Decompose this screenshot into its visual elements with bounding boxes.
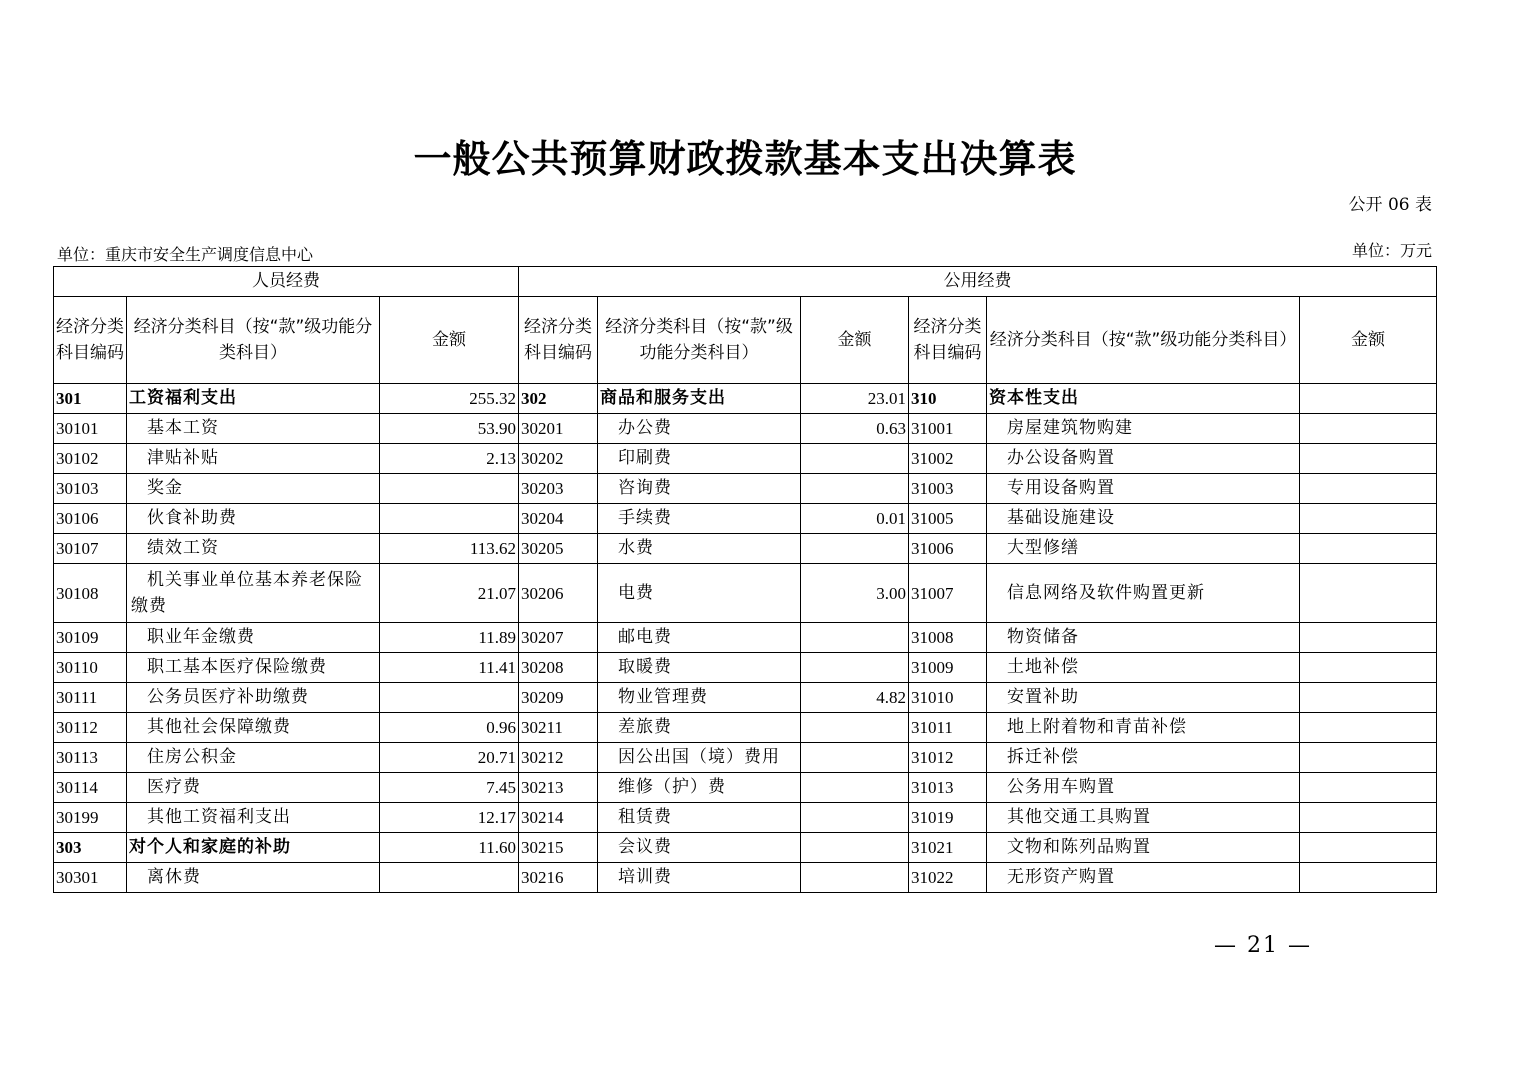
amount: 12.17 bbox=[380, 803, 519, 833]
account-name: 会议费 bbox=[598, 833, 801, 863]
account-code: 30199 bbox=[54, 803, 127, 833]
expenditure-table bbox=[53, 266, 1437, 893]
account-code: 30301 bbox=[54, 863, 127, 893]
amount: 113.62 bbox=[380, 534, 519, 564]
currency-unit: 单位：万元 bbox=[1351, 241, 1432, 260]
account-code: 30108 bbox=[54, 564, 127, 623]
account-name: 信息网络及软件购置更新 bbox=[987, 564, 1300, 623]
account-code: 30110 bbox=[54, 653, 127, 683]
account-name: 咨询费 bbox=[598, 474, 801, 504]
account-code: 31003 bbox=[909, 474, 987, 504]
account-code: 30107 bbox=[54, 534, 127, 564]
amount bbox=[1300, 504, 1437, 534]
table-row bbox=[54, 444, 1437, 474]
table-row bbox=[54, 414, 1437, 444]
account-name: 因公出国（境）费用 bbox=[598, 743, 801, 773]
amount: 20.71 bbox=[380, 743, 519, 773]
account-name: 无形资产购置 bbox=[987, 863, 1300, 893]
account-name: 基础设施建设 bbox=[987, 504, 1300, 534]
account-code: 31022 bbox=[909, 863, 987, 893]
amount bbox=[1300, 773, 1437, 803]
account-code: 30109 bbox=[54, 623, 127, 653]
account-name: 电费 bbox=[598, 564, 801, 623]
account-name: 职工基本医疗保险缴费 bbox=[127, 653, 380, 683]
account-code: 31021 bbox=[909, 833, 987, 863]
account-code: 30106 bbox=[54, 504, 127, 534]
header-name: 经济分类科目（按“款”级功能分类科目） bbox=[598, 297, 801, 384]
account-name: 伙食补助费 bbox=[127, 504, 380, 534]
amount: 2.13 bbox=[380, 444, 519, 474]
account-name: 奖金 bbox=[127, 474, 380, 504]
account-name: 其他交通工具购置 bbox=[987, 803, 1300, 833]
account-code: 30213 bbox=[519, 773, 598, 803]
account-code: 31001 bbox=[909, 414, 987, 444]
amount bbox=[1300, 713, 1437, 743]
amount bbox=[1300, 474, 1437, 504]
account-name: 差旅费 bbox=[598, 713, 801, 743]
account-code: 30208 bbox=[519, 653, 598, 683]
account-name: 专用设备购置 bbox=[987, 474, 1300, 504]
amount bbox=[801, 474, 909, 504]
account-name: 拆迁补偿 bbox=[987, 743, 1300, 773]
table-row bbox=[54, 653, 1437, 683]
account-code: 30205 bbox=[519, 534, 598, 564]
account-code: 30215 bbox=[519, 833, 598, 863]
account-name: 资本性支出 bbox=[987, 384, 1300, 414]
table-row bbox=[54, 384, 1437, 414]
group-public: 公用经费 bbox=[519, 267, 1437, 297]
account-name: 手续费 bbox=[598, 504, 801, 534]
header-code: 经济分类科目编码 bbox=[909, 297, 987, 384]
account-code: 31005 bbox=[909, 504, 987, 534]
amount: 255.32 bbox=[380, 384, 519, 414]
table-row bbox=[54, 683, 1437, 713]
table-row bbox=[54, 564, 1437, 623]
account-name: 印刷费 bbox=[598, 444, 801, 474]
header-name: 经济分类科目（按“款”级功能分类科目） bbox=[987, 297, 1300, 384]
amount bbox=[1300, 743, 1437, 773]
account-code: 30216 bbox=[519, 863, 598, 893]
amount bbox=[380, 474, 519, 504]
account-name: 津贴补贴 bbox=[127, 444, 380, 474]
account-code: 31008 bbox=[909, 623, 987, 653]
amount: 7.45 bbox=[380, 773, 519, 803]
group-header-row bbox=[54, 267, 1437, 297]
header-amount: 金额 bbox=[1300, 297, 1437, 384]
account-code: 302 bbox=[519, 384, 598, 414]
reporting-unit: 单位：重庆市安全生产调度信息中心 bbox=[57, 245, 314, 264]
account-name: 基本工资 bbox=[127, 414, 380, 444]
table-row bbox=[54, 623, 1437, 653]
account-name: 办公费 bbox=[598, 414, 801, 444]
account-code: 31009 bbox=[909, 653, 987, 683]
account-name: 培训费 bbox=[598, 863, 801, 893]
header-name: 经济分类科目（按“款”级功能分类科目） bbox=[127, 297, 380, 384]
account-code: 30203 bbox=[519, 474, 598, 504]
amount: 23.01 bbox=[801, 384, 909, 414]
header-code: 经济分类科目编码 bbox=[54, 297, 127, 384]
account-name: 物业管理费 bbox=[598, 683, 801, 713]
account-name: 安置补助 bbox=[987, 683, 1300, 713]
account-code: 31010 bbox=[909, 683, 987, 713]
account-code: 31011 bbox=[909, 713, 987, 743]
account-name: 职业年金缴费 bbox=[127, 623, 380, 653]
amount bbox=[801, 743, 909, 773]
account-code: 30214 bbox=[519, 803, 598, 833]
account-code: 31019 bbox=[909, 803, 987, 833]
account-code: 31012 bbox=[909, 743, 987, 773]
header-amount: 金额 bbox=[801, 297, 909, 384]
amount bbox=[801, 773, 909, 803]
account-code: 30102 bbox=[54, 444, 127, 474]
account-code: 30204 bbox=[519, 504, 598, 534]
account-code: 30212 bbox=[519, 743, 598, 773]
account-code: 31013 bbox=[909, 773, 987, 803]
amount bbox=[380, 504, 519, 534]
account-code: 30209 bbox=[519, 683, 598, 713]
amount bbox=[1300, 803, 1437, 833]
amount bbox=[380, 863, 519, 893]
account-code: 30112 bbox=[54, 713, 127, 743]
amount bbox=[801, 713, 909, 743]
account-code: 30101 bbox=[54, 414, 127, 444]
account-name: 水费 bbox=[598, 534, 801, 564]
account-code: 31007 bbox=[909, 564, 987, 623]
amount bbox=[1300, 564, 1437, 623]
amount: 11.60 bbox=[380, 833, 519, 863]
account-code: 30201 bbox=[519, 414, 598, 444]
account-name: 工资福利支出 bbox=[127, 384, 380, 414]
account-name: 对个人和家庭的补助 bbox=[127, 833, 380, 863]
account-name: 物资储备 bbox=[987, 623, 1300, 653]
amount bbox=[801, 833, 909, 863]
account-name: 房屋建筑物购建 bbox=[987, 414, 1300, 444]
account-name: 其他社会保障缴费 bbox=[127, 713, 380, 743]
amount bbox=[1300, 863, 1437, 893]
amount: 21.07 bbox=[380, 564, 519, 623]
amount bbox=[801, 863, 909, 893]
page-number: — 21 — bbox=[1214, 933, 1312, 958]
amount bbox=[801, 653, 909, 683]
account-name: 其他工资福利支出 bbox=[127, 803, 380, 833]
account-code: 30113 bbox=[54, 743, 127, 773]
table-row bbox=[54, 534, 1437, 564]
amount: 3.00 bbox=[801, 564, 909, 623]
account-name: 医疗费 bbox=[127, 773, 380, 803]
table-row bbox=[54, 713, 1437, 743]
account-name: 离休费 bbox=[127, 863, 380, 893]
table-row bbox=[54, 504, 1437, 534]
amount: 4.82 bbox=[801, 683, 909, 713]
account-name: 租赁费 bbox=[598, 803, 801, 833]
amount bbox=[1300, 623, 1437, 653]
amount: 0.96 bbox=[380, 713, 519, 743]
account-code: 310 bbox=[909, 384, 987, 414]
table-row bbox=[54, 803, 1437, 833]
header-code: 经济分类科目编码 bbox=[519, 297, 598, 384]
account-name: 维修（护）费 bbox=[598, 773, 801, 803]
account-name: 文物和陈列品购置 bbox=[987, 833, 1300, 863]
account-name: 商品和服务支出 bbox=[598, 384, 801, 414]
amount bbox=[1300, 444, 1437, 474]
table-row bbox=[54, 833, 1437, 863]
account-name: 地上附着物和青苗补偿 bbox=[987, 713, 1300, 743]
account-name: 土地补偿 bbox=[987, 653, 1300, 683]
account-name: 公务用车购置 bbox=[987, 773, 1300, 803]
group-personnel: 人员经费 bbox=[54, 267, 519, 297]
amount bbox=[1300, 414, 1437, 444]
table-row bbox=[54, 743, 1437, 773]
amount bbox=[801, 803, 909, 833]
account-code: 30114 bbox=[54, 773, 127, 803]
amount bbox=[801, 444, 909, 474]
account-name: 取暖费 bbox=[598, 653, 801, 683]
account-code: 30111 bbox=[54, 683, 127, 713]
amount: 11.41 bbox=[380, 653, 519, 683]
amount: 11.89 bbox=[380, 623, 519, 653]
account-name: 办公设备购置 bbox=[987, 444, 1300, 474]
amount bbox=[1300, 653, 1437, 683]
account-code: 31002 bbox=[909, 444, 987, 474]
amount bbox=[1300, 683, 1437, 713]
account-code: 30206 bbox=[519, 564, 598, 623]
form-number: 公开 06 表 bbox=[1348, 195, 1432, 215]
table-row bbox=[54, 773, 1437, 803]
account-name: 大型修缮 bbox=[987, 534, 1300, 564]
header-amount: 金额 bbox=[380, 297, 519, 384]
account-code: 30202 bbox=[519, 444, 598, 474]
account-code: 30211 bbox=[519, 713, 598, 743]
table-row bbox=[54, 474, 1437, 504]
amount bbox=[801, 534, 909, 564]
document-title: 一般公共预算财政拨款基本支出决算表 bbox=[413, 137, 1077, 181]
account-name: 绩效工资 bbox=[127, 534, 380, 564]
account-name: 住房公积金 bbox=[127, 743, 380, 773]
amount bbox=[1300, 833, 1437, 863]
amount bbox=[380, 683, 519, 713]
account-code: 30103 bbox=[54, 474, 127, 504]
amount bbox=[1300, 534, 1437, 564]
account-name: 邮电费 bbox=[598, 623, 801, 653]
column-header-row bbox=[54, 297, 1437, 384]
account-code: 301 bbox=[54, 384, 127, 414]
account-name: 机关事业单位基本养老保险缴费 bbox=[127, 564, 380, 623]
account-code: 303 bbox=[54, 833, 127, 863]
amount: 0.63 bbox=[801, 414, 909, 444]
account-code: 31006 bbox=[909, 534, 987, 564]
account-name: 公务员医疗补助缴费 bbox=[127, 683, 380, 713]
amount bbox=[801, 623, 909, 653]
account-code: 30207 bbox=[519, 623, 598, 653]
amount: 0.01 bbox=[801, 504, 909, 534]
amount: 53.90 bbox=[380, 414, 519, 444]
table-row bbox=[54, 863, 1437, 893]
amount bbox=[1300, 384, 1437, 414]
